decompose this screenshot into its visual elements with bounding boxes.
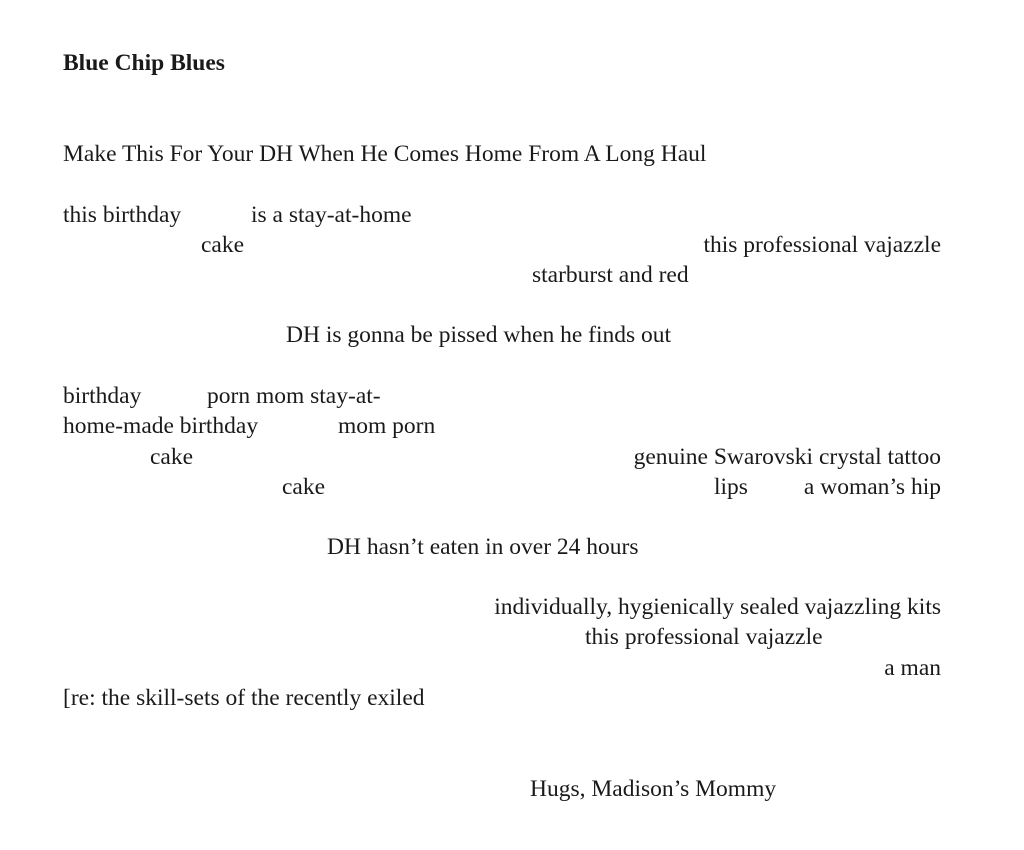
phrase-professional-vajazzle-1: this professional vajazzle	[703, 232, 941, 258]
phrase-cake-1: cake	[201, 232, 245, 258]
poem-title: Blue Chip Blues	[63, 50, 225, 76]
poem-subtitle: Make This For Your DH When He Comes Home From A Long Haul	[63, 141, 707, 167]
phrase-kits: individually, hygienically sealed vajazzling kits	[494, 594, 941, 620]
phrase-cake-2: cake	[150, 444, 194, 470]
phrase-porn-mom: porn mom stay-at-	[207, 383, 381, 409]
phrase-exiled: [re: the skill-sets of the recently exiled	[63, 685, 425, 711]
phrase-home-made: home-made birthday	[63, 413, 259, 439]
phrase-hip: a woman’s hip	[803, 474, 941, 500]
phrase-lips: lips	[714, 474, 748, 500]
phrase-cake-3: cake	[282, 474, 326, 500]
line-eaten: DH hasn’t eaten in over 24 hours	[327, 534, 639, 560]
phrase-birthday: birthday	[63, 383, 142, 409]
phrase-swarovski: genuine Swarovski crystal tattoo	[633, 444, 941, 470]
phrase-stay-at-home: is a stay-at-home	[251, 202, 412, 228]
signoff: Hugs, Madison’s Mommy	[530, 776, 777, 802]
phrase-this-birthday: this birthday	[63, 202, 182, 228]
phrase-professional-vajazzle-2: this professional vajazzle	[585, 624, 823, 650]
phrase-mom-porn: mom porn	[338, 413, 436, 439]
phrase-a-man: a man	[884, 655, 941, 681]
line-pissed: DH is gonna be pissed when he finds out	[286, 322, 672, 348]
phrase-starburst: starburst and red	[532, 262, 689, 288]
